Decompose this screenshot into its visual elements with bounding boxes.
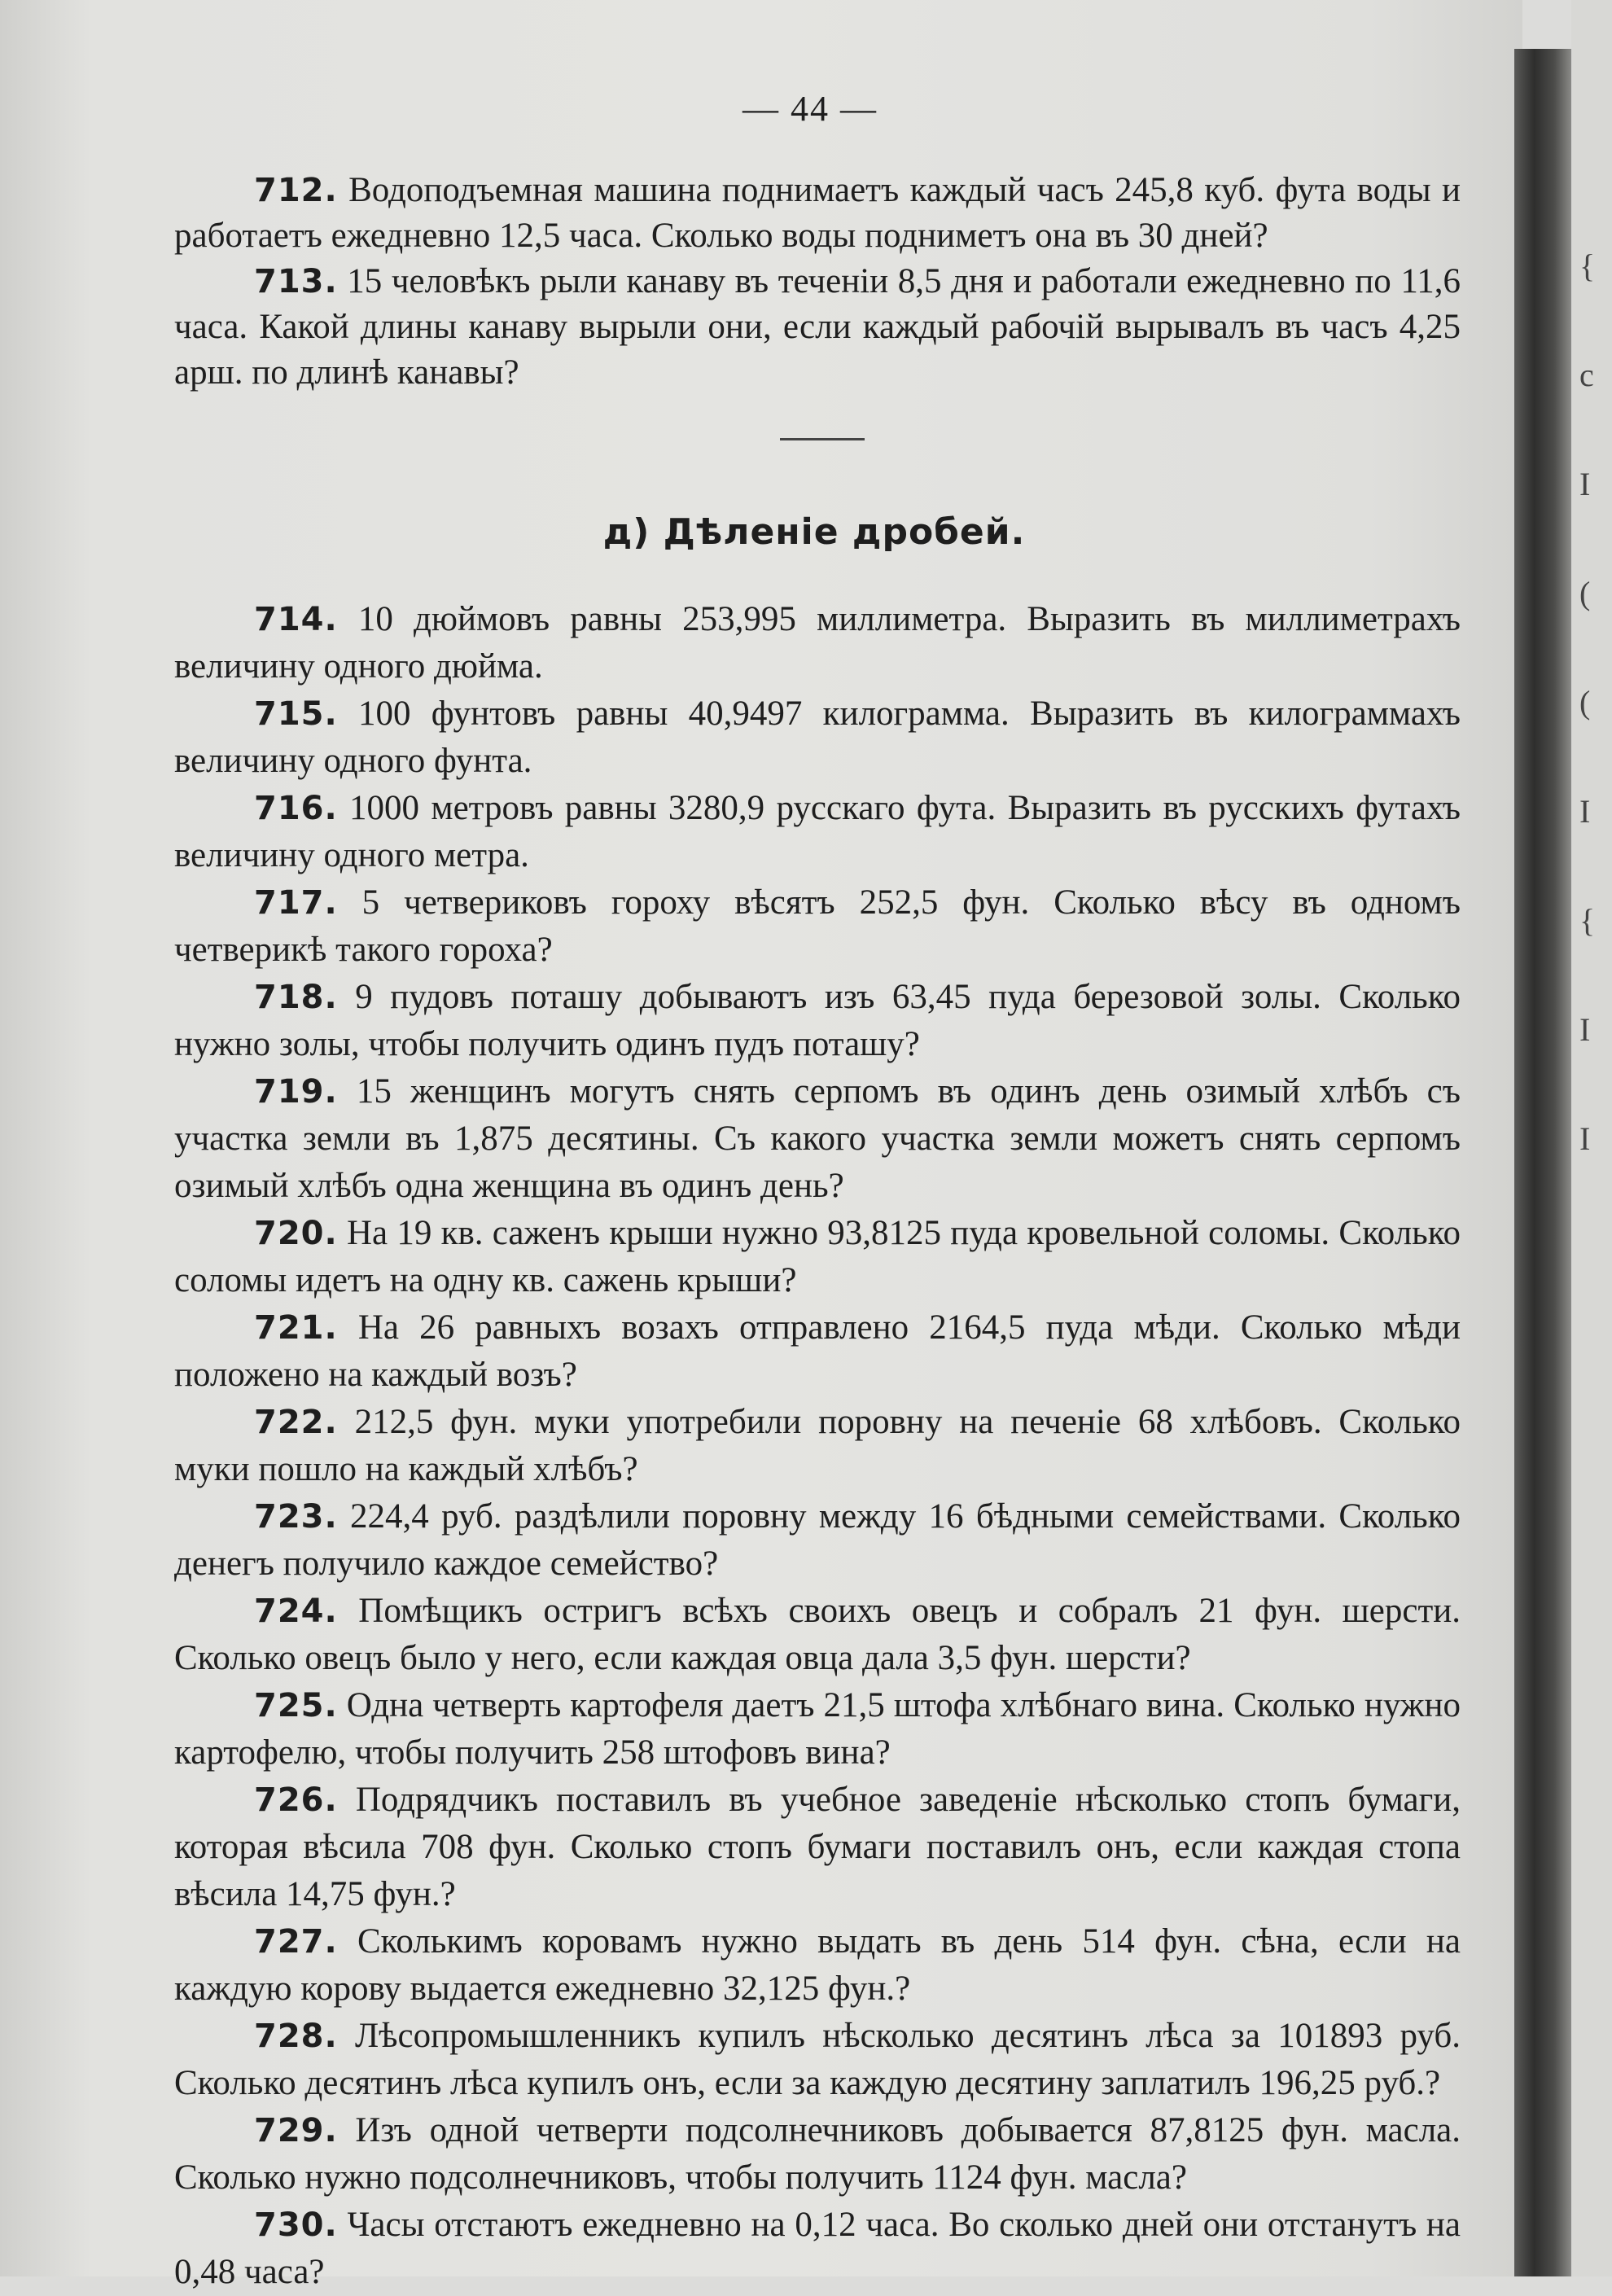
problem-text: На 19 кв. саженъ крыши нужно 93,8125 пуда кровельной соломы. Сколько соломы идетъ на одну кв. сажень крыши? <box>174 1214 1461 1299</box>
problem-text: Помѣщикъ остригъ всѣхъ своихъ овецъ и собралъ 21 фун. шерсти. Сколько овецъ было у него, если каждая овца дала 3,5 фун. шерсти? <box>174 1592 1461 1677</box>
problem-number: 714. <box>254 601 338 638</box>
problem-text: Подрядчикъ поставилъ въ учебное заведеніе нѣсколько стопъ бумаги, которая вѣсила 708 фун. Сколько стопъ бумаги поставилъ онъ, если каждая стопа вѣсила 14,75 фун.? <box>174 1781 1461 1913</box>
problem-number: 713. <box>254 263 338 300</box>
problem-number: 717. <box>254 884 338 922</box>
problem-722 <box>174 1399 1461 1493</box>
problem-number: 719. <box>254 1073 338 1111</box>
problem-text: Изъ одной четверти подсолнечниковъ добывается 87,8125 фун. масла. Сколько нужно подсолнечниковъ, чтобы получить 1124 фун. масла? <box>174 2111 1461 2197</box>
problems-before-section <box>174 168 1461 396</box>
section-divider <box>780 438 865 440</box>
problems-division-of-decimals <box>174 596 1461 2296</box>
problem-number: 712. <box>254 172 338 209</box>
problem-714 <box>174 596 1461 690</box>
facing-page-letter: ( <box>1579 684 1591 721</box>
problem-text: 212,5 фун. муки употребили поровну на печеніе 68 хлѣбовъ. Сколько муки пошло на каждый хлѣбъ? <box>174 1403 1461 1488</box>
problem-716 <box>174 785 1461 879</box>
problem-text: 15 человѣкъ рыли канаву въ теченіи 8,5 дня и работали ежедневно по 11,6 часа. Какой длины канаву вырыли они, если каждый рабочій вырывалъ въ часъ 4,25 арш. по длинѣ канавы? <box>174 262 1461 392</box>
problem-713 <box>174 259 1461 396</box>
problem-number: 727. <box>254 1923 338 1961</box>
facing-page-letter: ( <box>1579 575 1591 611</box>
problem-text: Лѣсопромышленникъ купилъ нѣсколько десятинъ лѣса за 101893 руб. Сколько десятинъ лѣса купилъ онъ, если за каждую десятину заплатилъ 196,25 руб.? <box>174 2017 1461 2102</box>
problem-number: 718. <box>254 979 338 1016</box>
problem-720 <box>174 1210 1461 1304</box>
problem-718 <box>174 974 1461 1068</box>
page-number: — 44 — <box>742 89 878 129</box>
problem-text: 10 дюймовъ равны 253,995 миллиметра. Выразить въ миллиметрахъ величину одного дюйма. <box>174 600 1461 686</box>
problem-number: 725. <box>254 1687 338 1724</box>
problem-726 <box>174 1777 1461 1918</box>
problem-number: 724. <box>254 1593 338 1630</box>
problem-text: Часы отстаютъ ежедневно на 0,12 часа. Во сколько дней они отстанутъ на 0,48 часа? <box>174 2206 1461 2291</box>
problem-text: На 26 равныхъ возахъ отправлено 2164,5 пуда мѣди. Сколько мѣди положено на каждый возъ? <box>174 1308 1461 1394</box>
problem-727 <box>174 1918 1461 2013</box>
problem-number: 728. <box>254 2018 338 2055</box>
problem-725 <box>174 1682 1461 1777</box>
problem-text: 15 женщинъ могутъ снять серпомъ въ одинъ день озимый хлѣбъ съ участка земли въ 1,875 десятины. Съ какого участка земли можетъ снять серпомъ озимый хлѣбъ одна женщина въ одинъ день? <box>174 1072 1461 1205</box>
facing-page-letter: I <box>1579 466 1591 502</box>
facing-page-letter: { <box>1579 902 1596 939</box>
problem-number: 730. <box>254 2206 338 2244</box>
problem-717 <box>174 879 1461 974</box>
problem-number: 729. <box>254 2112 338 2149</box>
problem-text: 5 четвериковъ гороху вѣсятъ 252,5 фун. Сколько вѣсу въ одномъ четверикѣ такого гороха? <box>174 883 1461 969</box>
facing-page-letter: c <box>1579 357 1594 393</box>
problem-721 <box>174 1304 1461 1399</box>
section-heading: д) Дѣленіе дробей. <box>602 511 1026 553</box>
facing-page-letter: I <box>1579 1011 1591 1048</box>
problem-730 <box>174 2202 1461 2296</box>
problem-text: Сколькимъ коровамъ нужно выдать въ день 514 фун. сѣна, если на каждую корову выдается ежедневно 32,125 фун.? <box>174 1922 1461 2008</box>
facing-page-letter: { <box>1579 248 1596 284</box>
problem-number: 721. <box>254 1309 338 1347</box>
problem-text: 1000 метровъ равны 3280,9 русскаго фута. Выразить въ русскихъ футахъ величину одного метра. <box>174 789 1461 874</box>
book-spine-shadow <box>1514 49 1571 2276</box>
facing-page-letter: I <box>1579 1120 1591 1157</box>
problem-715 <box>174 690 1461 785</box>
problem-728 <box>174 2013 1461 2107</box>
problem-number: 720. <box>254 1215 338 1252</box>
problem-729 <box>174 2107 1461 2202</box>
problem-number: 715. <box>254 695 338 733</box>
problem-719 <box>174 1068 1461 1210</box>
problem-712 <box>174 168 1461 259</box>
facing-page-letter: I <box>1579 793 1591 830</box>
problem-text: Водоподъемная машина поднимаетъ каждый часъ 245,8 куб. фута воды и работаетъ ежедневно 12,5 часа. Сколько воды подниметъ она въ 30 дней? <box>174 171 1461 255</box>
problem-number: 716. <box>254 790 338 827</box>
problem-text: 100 фунтовъ равны 40,9497 килограмма. Выразить въ килограммахъ величину одного фунта. <box>174 694 1461 780</box>
problem-text: 224,4 руб. раздѣлили поровну между 16 бѣдными семействами. Сколько денегъ получило каждое семейство? <box>174 1497 1461 1583</box>
problem-number: 723. <box>254 1498 338 1536</box>
problem-number: 726. <box>254 1781 338 1819</box>
problem-text: Одна четверть картофеля даетъ 21,5 штофа хлѣбнаго вина. Сколько нужно картофелю, чтобы получить 258 штофовъ вина? <box>174 1686 1461 1772</box>
problem-724 <box>174 1588 1461 1682</box>
problem-text: 9 пудовъ поташу добываютъ изъ 63,45 пуда березовой золы. Сколько нужно золы, чтобы получить одинъ пудъ поташу? <box>174 978 1461 1063</box>
facing-page-letters <box>1579 212 1604 1194</box>
problem-723 <box>174 1493 1461 1588</box>
problem-number: 722. <box>254 1404 338 1441</box>
